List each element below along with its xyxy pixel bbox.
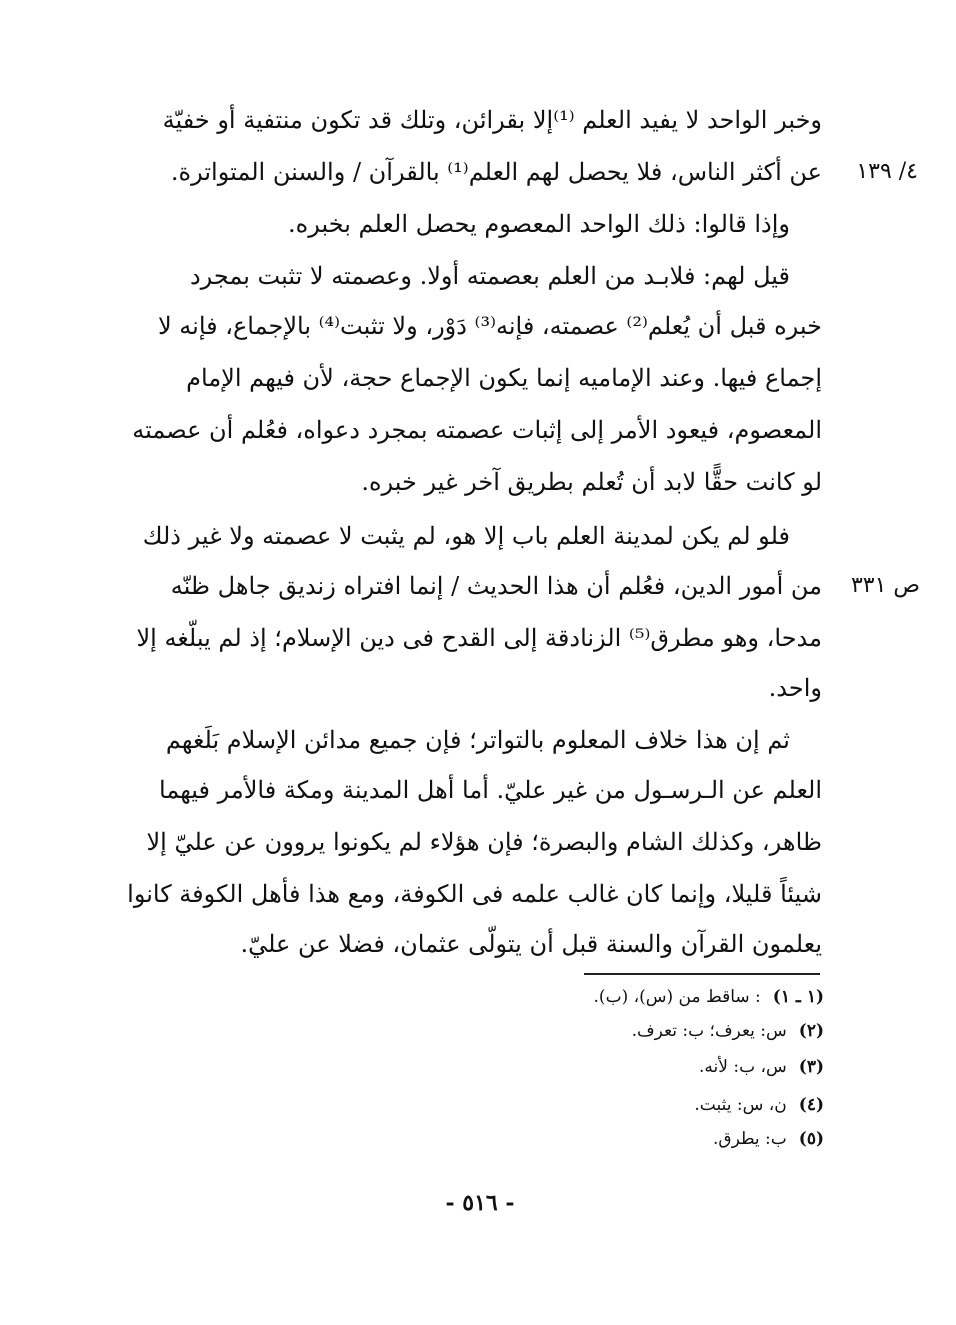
footnote-number: (١ ـ ١) [772, 987, 824, 1007]
margin-reference-page: ص ٣٣١ [850, 573, 920, 598]
body-line: واحد. [768, 674, 822, 702]
body-line: فلو لم يكن لمدينة العلم باب إلا هو، لم يثبت لا عصمته ولا غير ذلك [142, 522, 790, 550]
footnote-number: (٢) [798, 1021, 824, 1041]
body-line: وخبر الواحد لا يفيد العلم ⁽¹⁾إلا بقرائن، وتلك قد تكون منتفية أو خفيّة [162, 106, 822, 134]
footnote-text: : ساقط من (س)، (ب). [593, 987, 761, 1007]
footnote-number: (٣) [798, 1057, 824, 1077]
footnote [694, 1090, 824, 1120]
margin-reference-volume: ٤/ ١٣٩ [856, 159, 918, 184]
body-line: عن أكثر الناس، فلا يحصل لهم العلم⁽¹⁾ بالقرآن / والسنن المتواترة. [170, 158, 822, 186]
body-line: من أمور الدين، فعُلم أن هذا الحديث / إنما افتراه زنديق جاهل ظنّه [170, 572, 822, 600]
body-line: ثم إن هذا خلاف المعلوم بالتواتر؛ فإن جميع مدائن الإسلام بَلَغهم [165, 726, 790, 754]
body-line: يعلمون القرآن والسنة قبل أن يتولّى عثمان، فضلا عن عليّ. [240, 930, 822, 958]
body-line: شيئاً قليلا، وإنما كان غالب علمه فى الكوفة، ومع هذا فأهل الكوفة كانوا [127, 880, 822, 908]
body-line: إجماع فيها. وعند الإماميه إنما يكون الإجماع حجة، لأن فيهم الإمام [186, 364, 822, 392]
footnote [699, 1052, 824, 1082]
footnote [594, 982, 824, 1012]
footnote-text: س، ب: لأنه. [699, 1057, 787, 1077]
page-number: - ٥١٦ - [445, 1190, 515, 1216]
body-line: لو كانت حقًّا لابد أن تُعلم بطريق آخر غير خبره. [361, 468, 822, 496]
footnote-text: ن، س: يثبت. [694, 1095, 787, 1115]
body-line: ظاهر، وكذلك الشام والبصرة؛ فإن هؤلاء لم يكونوا يروون عن عليّ إلا [146, 828, 822, 856]
body-line: وإذا قالوا: ذلك الواحد المعصوم يحصل العلم بخبره. [288, 210, 790, 238]
footnote-number: (٥) [798, 1129, 824, 1149]
footnote-separator [584, 973, 820, 975]
body-line: خبره قبل أن يُعلم⁽²⁾ عصمته، فإنه⁽³⁾ دَوْر، ولا تثبت⁽⁴⁾ بالإجماع، فإنه لا [157, 312, 822, 340]
footnote [713, 1124, 824, 1154]
footnote-text: س: يعرف؛ ب: تعرف. [631, 1021, 787, 1041]
footnote [632, 1016, 824, 1046]
body-line: العلم عن الـرسـول من غير عليّ. أما أهل المدينة ومكة فالأمر فيهما [159, 776, 822, 804]
body-line: قيل لهم: فلابـد من العلم بعصمته أولا. وعصمته لا تثبت بمجرد [189, 262, 790, 290]
body-line: المعصوم، فيعود الأمر إلى إثبات عصمته بمجرد دعواه، فعُلم أن عصمته [132, 416, 822, 444]
footnote-text: ب: يطرق. [712, 1129, 787, 1149]
body-line: مدحا، وهو مطرق⁽⁵⁾ الزنادقة إلى القدح فى دين الإسلام؛ إذ لم يبلّغه إلا [136, 624, 822, 652]
footnote-number: (٤) [798, 1095, 824, 1115]
